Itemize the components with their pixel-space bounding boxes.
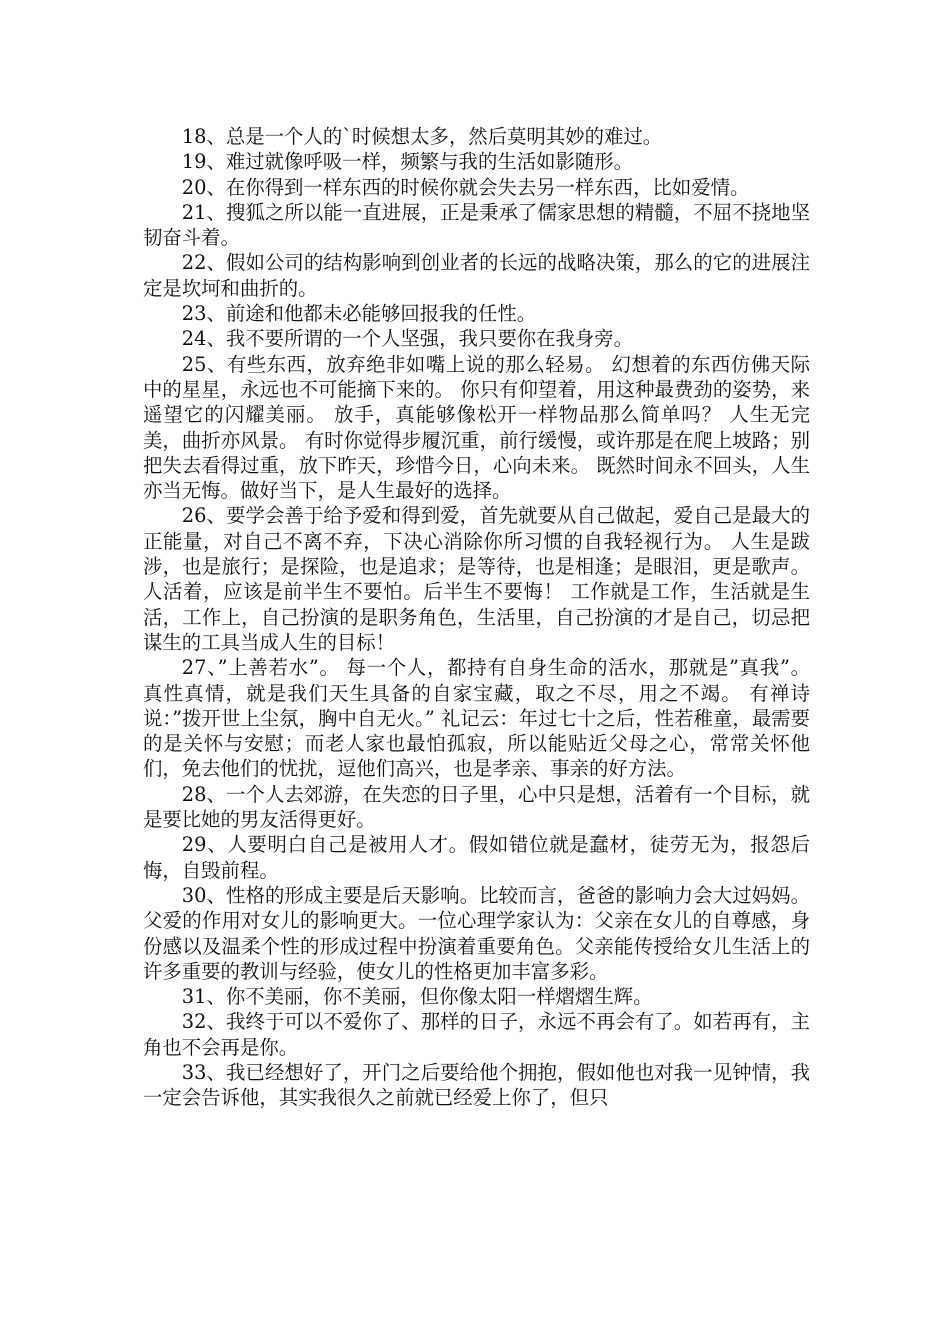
paragraph-32: 32、我终于可以不爱你了、那样的日子，永远不再会有了。如若再有，主角也不会再是你。 bbox=[143, 1010, 810, 1059]
document-body bbox=[143, 124, 810, 1111]
paragraph-31: 31、你不美丽，你不美丽，但你像太阳一样熠熠生辉。 bbox=[181, 985, 653, 1009]
paragraph-30: 30、性格的形成主要是后天影响。比较而言，爸爸的影响力会大过妈妈。父爱的作用对女儿的影响更大。一位心理学家认为：父亲在女儿的自尊感，身份感以及温柔个性的形成过程中扮演着重要角色。父亲能传授给女儿生活上的许多重要的教训与经验，使女儿的性格更加丰富多彩。 bbox=[143, 883, 810, 983]
paragraph-21: 21、搜狐之所以能一直进展，正是秉承了儒家思想的精髓，不屈不挠地坚韧奋斗着。 bbox=[143, 200, 810, 250]
paragraph-29: 29、人要明白自己是被用人才。假如错位就是蠢材，徒劳无为，报怨后悔，自毁前程。 bbox=[143, 833, 810, 882]
paragraph-20: 20、在你得到一样东西的时候你就会失去另一样东西，比如爱情。 bbox=[181, 175, 750, 199]
paragraph-24: 24、我不要所谓的一个人坚强，我只要你在我身旁。 bbox=[181, 327, 634, 351]
paragraph-22: 22、假如公司的结构影响到创业者的长远的战略决策，那么的它的进展注定是坎坷和曲折的。 bbox=[143, 251, 810, 300]
paragraph-19: 19、难过就像呼吸一样，频繁与我的生活如影随形。 bbox=[181, 150, 634, 174]
paragraph-33: 33、我已经想好了，开门之后要给他个拥抱，假如他也对我一见钟情，我一定会告诉他，其实我很久之前就已经爱上你了，但只 bbox=[143, 1060, 810, 1110]
paragraph-27: 27、”上善若水”。 每一个人，都持有自身生命的活水，那就是”真我”。 真性真情，就是我们天生具备的自家宝藏，取之不尽，用之不竭。 有禅诗说：”拨开世上尘氛，胸中自无火。” 礼记云：年过七十之后，性若稚童，最需要的是关怀与安慰；而老人家也最怕孤寂，所以能贴近父母之心，常常关怀他们，免去他们的忧扰，逗他们高兴，也是孝亲、事亲的好方法。 bbox=[143, 656, 810, 781]
paragraph-25: 25、有些东西，放弃绝非如嘴上说的那么轻易。 幻想着的东西仿佛天际中的星星，永远也不可能摘下来的。 你只有仰望着，用这种最费劲的姿势，来遥望它的闪耀美丽。 放手，真能够像松开一样物品那么简单吗？ 人生无完美，曲折亦风景。 有时你觉得步履沉重，前行缓慢，或许那是在爬上坡路；别把失去看得过重，放下昨天，珍惜今日，心向未来。 既然时间永不回头，人生亦当无悔。做好当下，是人生最好的选择。 bbox=[143, 352, 810, 503]
paragraph-23: 23、前途和他都未必能够回报我的任性。 bbox=[181, 302, 537, 326]
paragraph-26: 26、要学会善于给予爱和得到爱，首先就要从自己做起，爱自己是最大的正能量，对自己不离不弃，下决心消除你所习惯的自我轻视行为。 人生是跋涉，也是旅行；是探险，也是追求；是等待，也是相逢；是眼泪，更是歌声。 人活着，应该是前半生不要怕。后半生不要悔！ 工作就是工作，生活就是生活，工作上，自己扮演的是职务角色，生活里，自己扮演的才是自己，切忌把谋生的工具当成人生的目标！ bbox=[143, 504, 810, 654]
paragraph-18: 18、总是一个人的`时候想太多，然后莫明其妙的难过。 bbox=[181, 125, 663, 148]
paragraph-28: 28、一个人去郊游，在失恋的日子里，心中只是想，活着有一个目标，就是要比她的男友活得更好。 bbox=[143, 782, 810, 832]
